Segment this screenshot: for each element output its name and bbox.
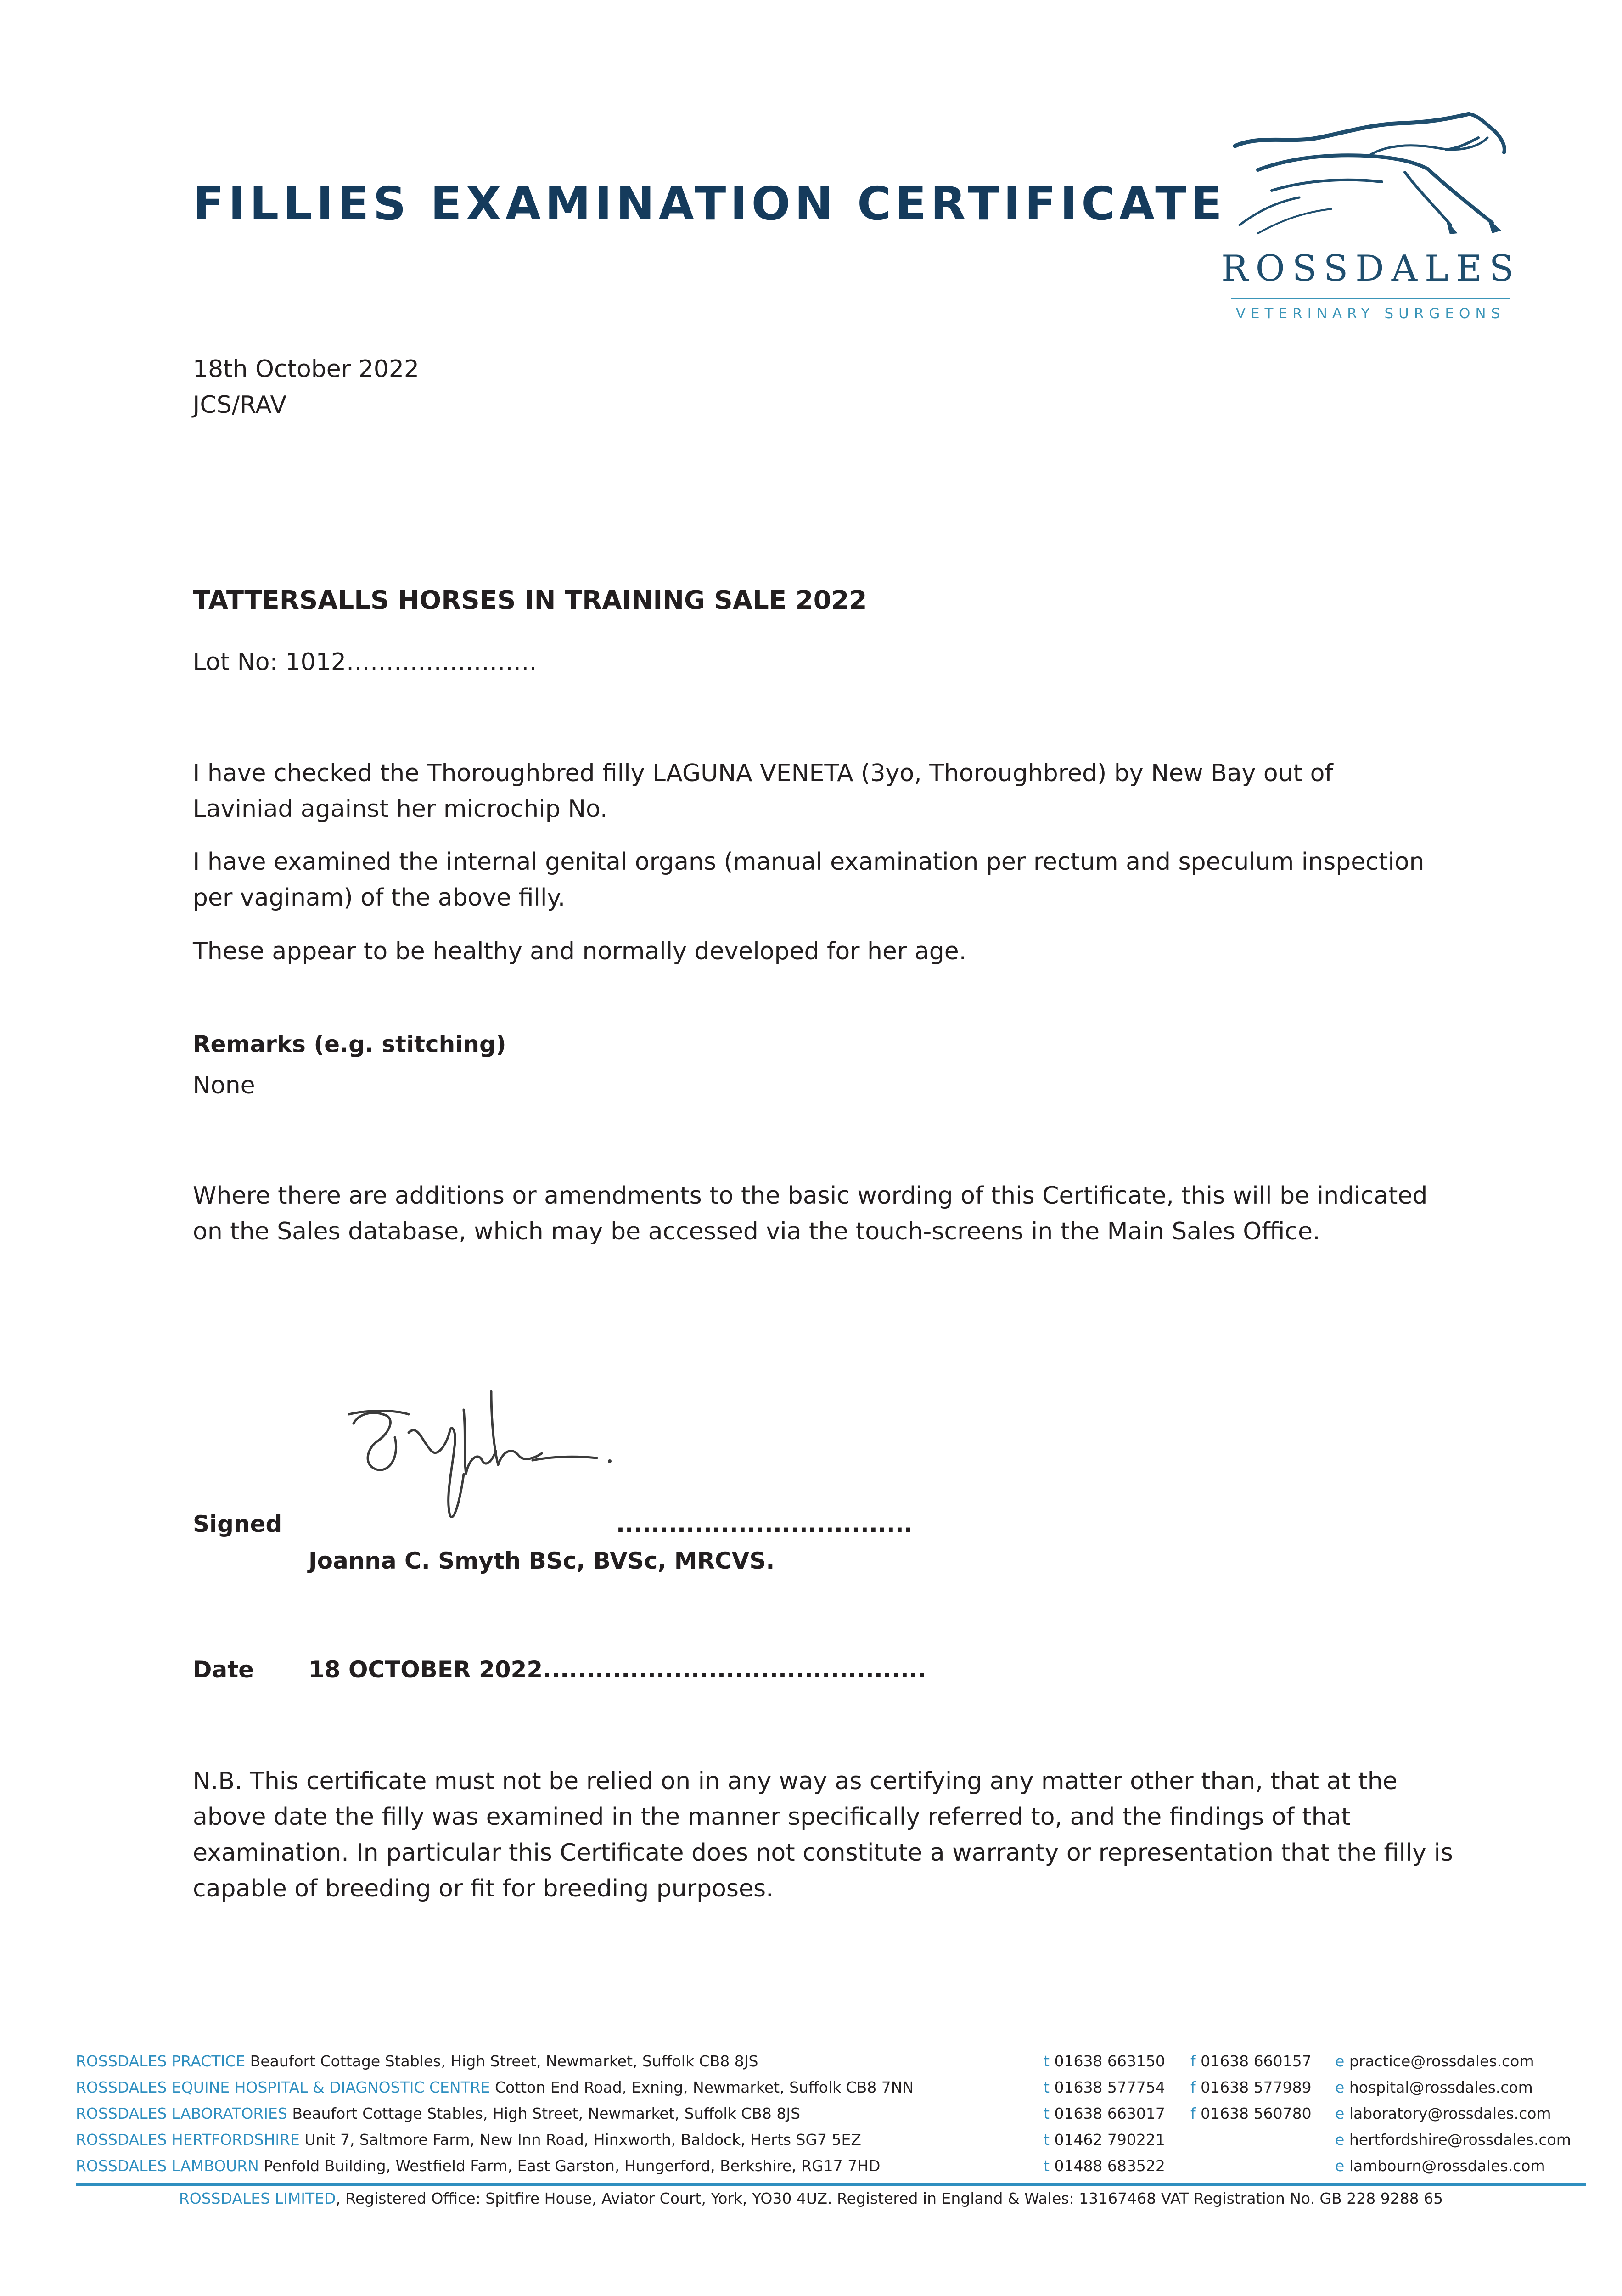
footer-phone: 01638 663150	[1054, 2052, 1165, 2070]
footer-phone: 01488 683522	[1054, 2157, 1165, 2175]
footer-phone: 01462 790221	[1054, 2131, 1165, 2149]
footer-address: Cotton End Road, Exning, Newmarket, Suffolk CB8 7NN	[490, 2078, 914, 2096]
lot-label: Lot No:	[193, 648, 278, 676]
footer-email[interactable]: lambourn@rossdales.com	[1349, 2157, 1545, 2175]
remarks-value: None	[193, 1072, 255, 1099]
registration-text: , Registered Office: Spitfire House, Aviator Court, York, YO30 4UZ. Registered in England & Wales: 13167468 VAT Registration No. GB 228 9288 65	[336, 2189, 1443, 2207]
footer-address: Beaufort Cottage Stables, High Street, Newmarket, Suffolk CB8 8JS	[287, 2105, 801, 2122]
footer-phone: 01638 577754	[1054, 2078, 1165, 2096]
logo-wordmark: ROSSDALES	[1221, 248, 1521, 289]
fax-prefix: f	[1190, 2052, 1196, 2070]
paragraph-1-line-2: Laviniad against her microchip No.	[193, 795, 608, 823]
document-reference: JCS/RAV	[193, 391, 287, 419]
phone-prefix: t	[1044, 2052, 1050, 2070]
footer-row	[76, 2048, 1586, 2074]
signature-dots: ..................................	[616, 1511, 913, 1537]
footer-addresses	[76, 2048, 1586, 2179]
document-date: 18th October 2022	[193, 355, 420, 383]
footer-site-name: ROSSDALES HERTFORDSHIRE	[76, 2131, 300, 2149]
email-prefix: e	[1335, 2131, 1345, 2149]
footer-address: Penfold Building, Westfield Farm, East Garston, Hungerford, Berkshire, RG17 7HD	[258, 2157, 881, 2175]
footer-site-name: ROSSDALES LABORATORIES	[76, 2105, 287, 2122]
signatory-name: Joanna C. Smyth BSc, BVSc, MRCVS.	[309, 1548, 775, 1574]
phone-prefix: t	[1044, 2157, 1050, 2175]
email-prefix: e	[1335, 2105, 1345, 2122]
footer-site-name: ROSSDALES PRACTICE	[76, 2052, 246, 2070]
footer-site-name: ROSSDALES EQUINE HOSPITAL & DIAGNOSTIC CENTRE	[76, 2078, 490, 2096]
page-title: FILLIES EXAMINATION CERTIFICATE	[193, 177, 1226, 231]
footer-email[interactable]: practice@rossdales.com	[1349, 2052, 1534, 2070]
note-line-1: N.B. This certificate must not be relied on in any way as certifying any matter other than, that at the	[193, 1767, 1398, 1795]
footer-address: Beaufort Cottage Stables, High Street, Newmarket, Suffolk CB8 8JS	[245, 2052, 758, 2070]
note-line-2: above date the filly was examined in the manner specifically referred to, and the findings of that	[193, 1803, 1351, 1831]
footer-row	[76, 2153, 1586, 2179]
sale-heading: TATTERSALLS HORSES IN TRAINING SALE 2022	[193, 585, 867, 615]
email-prefix: e	[1335, 2078, 1345, 2096]
footer-email[interactable]: hospital@rossdales.com	[1349, 2078, 1533, 2096]
paragraph-2-line-2: per vaginam) of the above filly.	[193, 884, 566, 912]
footer-site-name: ROSSDALES LAMBOURN	[76, 2157, 259, 2175]
paragraph-2-line-1: I have examined the internal genital organs (manual examination per rectum and speculum inspection	[193, 848, 1425, 876]
signed-label: Signed	[193, 1511, 282, 1537]
footer-row	[76, 2100, 1586, 2127]
phone-prefix: t	[1044, 2131, 1050, 2149]
company-name: ROSSDALES LIMITED	[179, 2189, 336, 2207]
lot-number	[193, 644, 537, 680]
phone-prefix: t	[1044, 2078, 1050, 2096]
footer-fax: 01638 560780	[1201, 2105, 1312, 2122]
paragraph-1-line-1: I have checked the Thoroughbred filly LAGUNA VENETA (3yo, Thoroughbred) by New Bay out of	[193, 760, 1333, 787]
logo-divider	[1231, 298, 1510, 299]
note-line-3: examination. In particular this Certificate does not constitute a warranty or representation that the filly is	[193, 1839, 1453, 1867]
horse-logo-icon	[1230, 110, 1510, 248]
remarks-label: Remarks (e.g. stitching)	[193, 1031, 506, 1058]
logo-subtitle: VETERINARY SURGEONS	[1235, 305, 1505, 322]
date-label: Date	[193, 1656, 254, 1683]
footer-phone: 01638 663017	[1054, 2105, 1165, 2122]
footer-address: Unit 7, Saltmore Farm, New Inn Road, Hinxworth, Baldock, Herts SG7 5EZ	[299, 2131, 861, 2149]
footer-fax: 01638 577989	[1201, 2078, 1312, 2096]
date-value: 18 OCTOBER 2022............................................	[309, 1656, 926, 1683]
fax-prefix: f	[1190, 2078, 1196, 2096]
rossdales-logo	[1221, 110, 1520, 331]
handwritten-signature	[340, 1382, 624, 1534]
note-line-4: capable of breeding or fit for breeding purposes.	[193, 1875, 774, 1902]
amendments-line-1: Where there are additions or amendments to the basic wording of this Certificate, this will be indicated	[193, 1182, 1428, 1210]
email-prefix: e	[1335, 2052, 1345, 2070]
footer-email[interactable]: hertfordshire@rossdales.com	[1349, 2131, 1571, 2149]
footer-row	[76, 2074, 1586, 2100]
footer-company-registration	[0, 2189, 1622, 2207]
email-prefix: e	[1335, 2157, 1345, 2175]
lot-value: 1012……………………	[285, 648, 537, 676]
paragraph-3: These appear to be healthy and normally developed for her age.	[193, 938, 967, 965]
footer-email[interactable]: laboratory@rossdales.com	[1349, 2105, 1551, 2122]
footer-fax: 01638 660157	[1201, 2052, 1312, 2070]
fax-prefix: f	[1190, 2105, 1196, 2122]
phone-prefix: t	[1044, 2105, 1050, 2122]
amendments-line-2: on the Sales database, which may be accessed via the touch-screens in the Main Sales Office.	[193, 1218, 1320, 1245]
footer-row	[76, 2127, 1586, 2153]
footer-divider	[76, 2183, 1586, 2186]
